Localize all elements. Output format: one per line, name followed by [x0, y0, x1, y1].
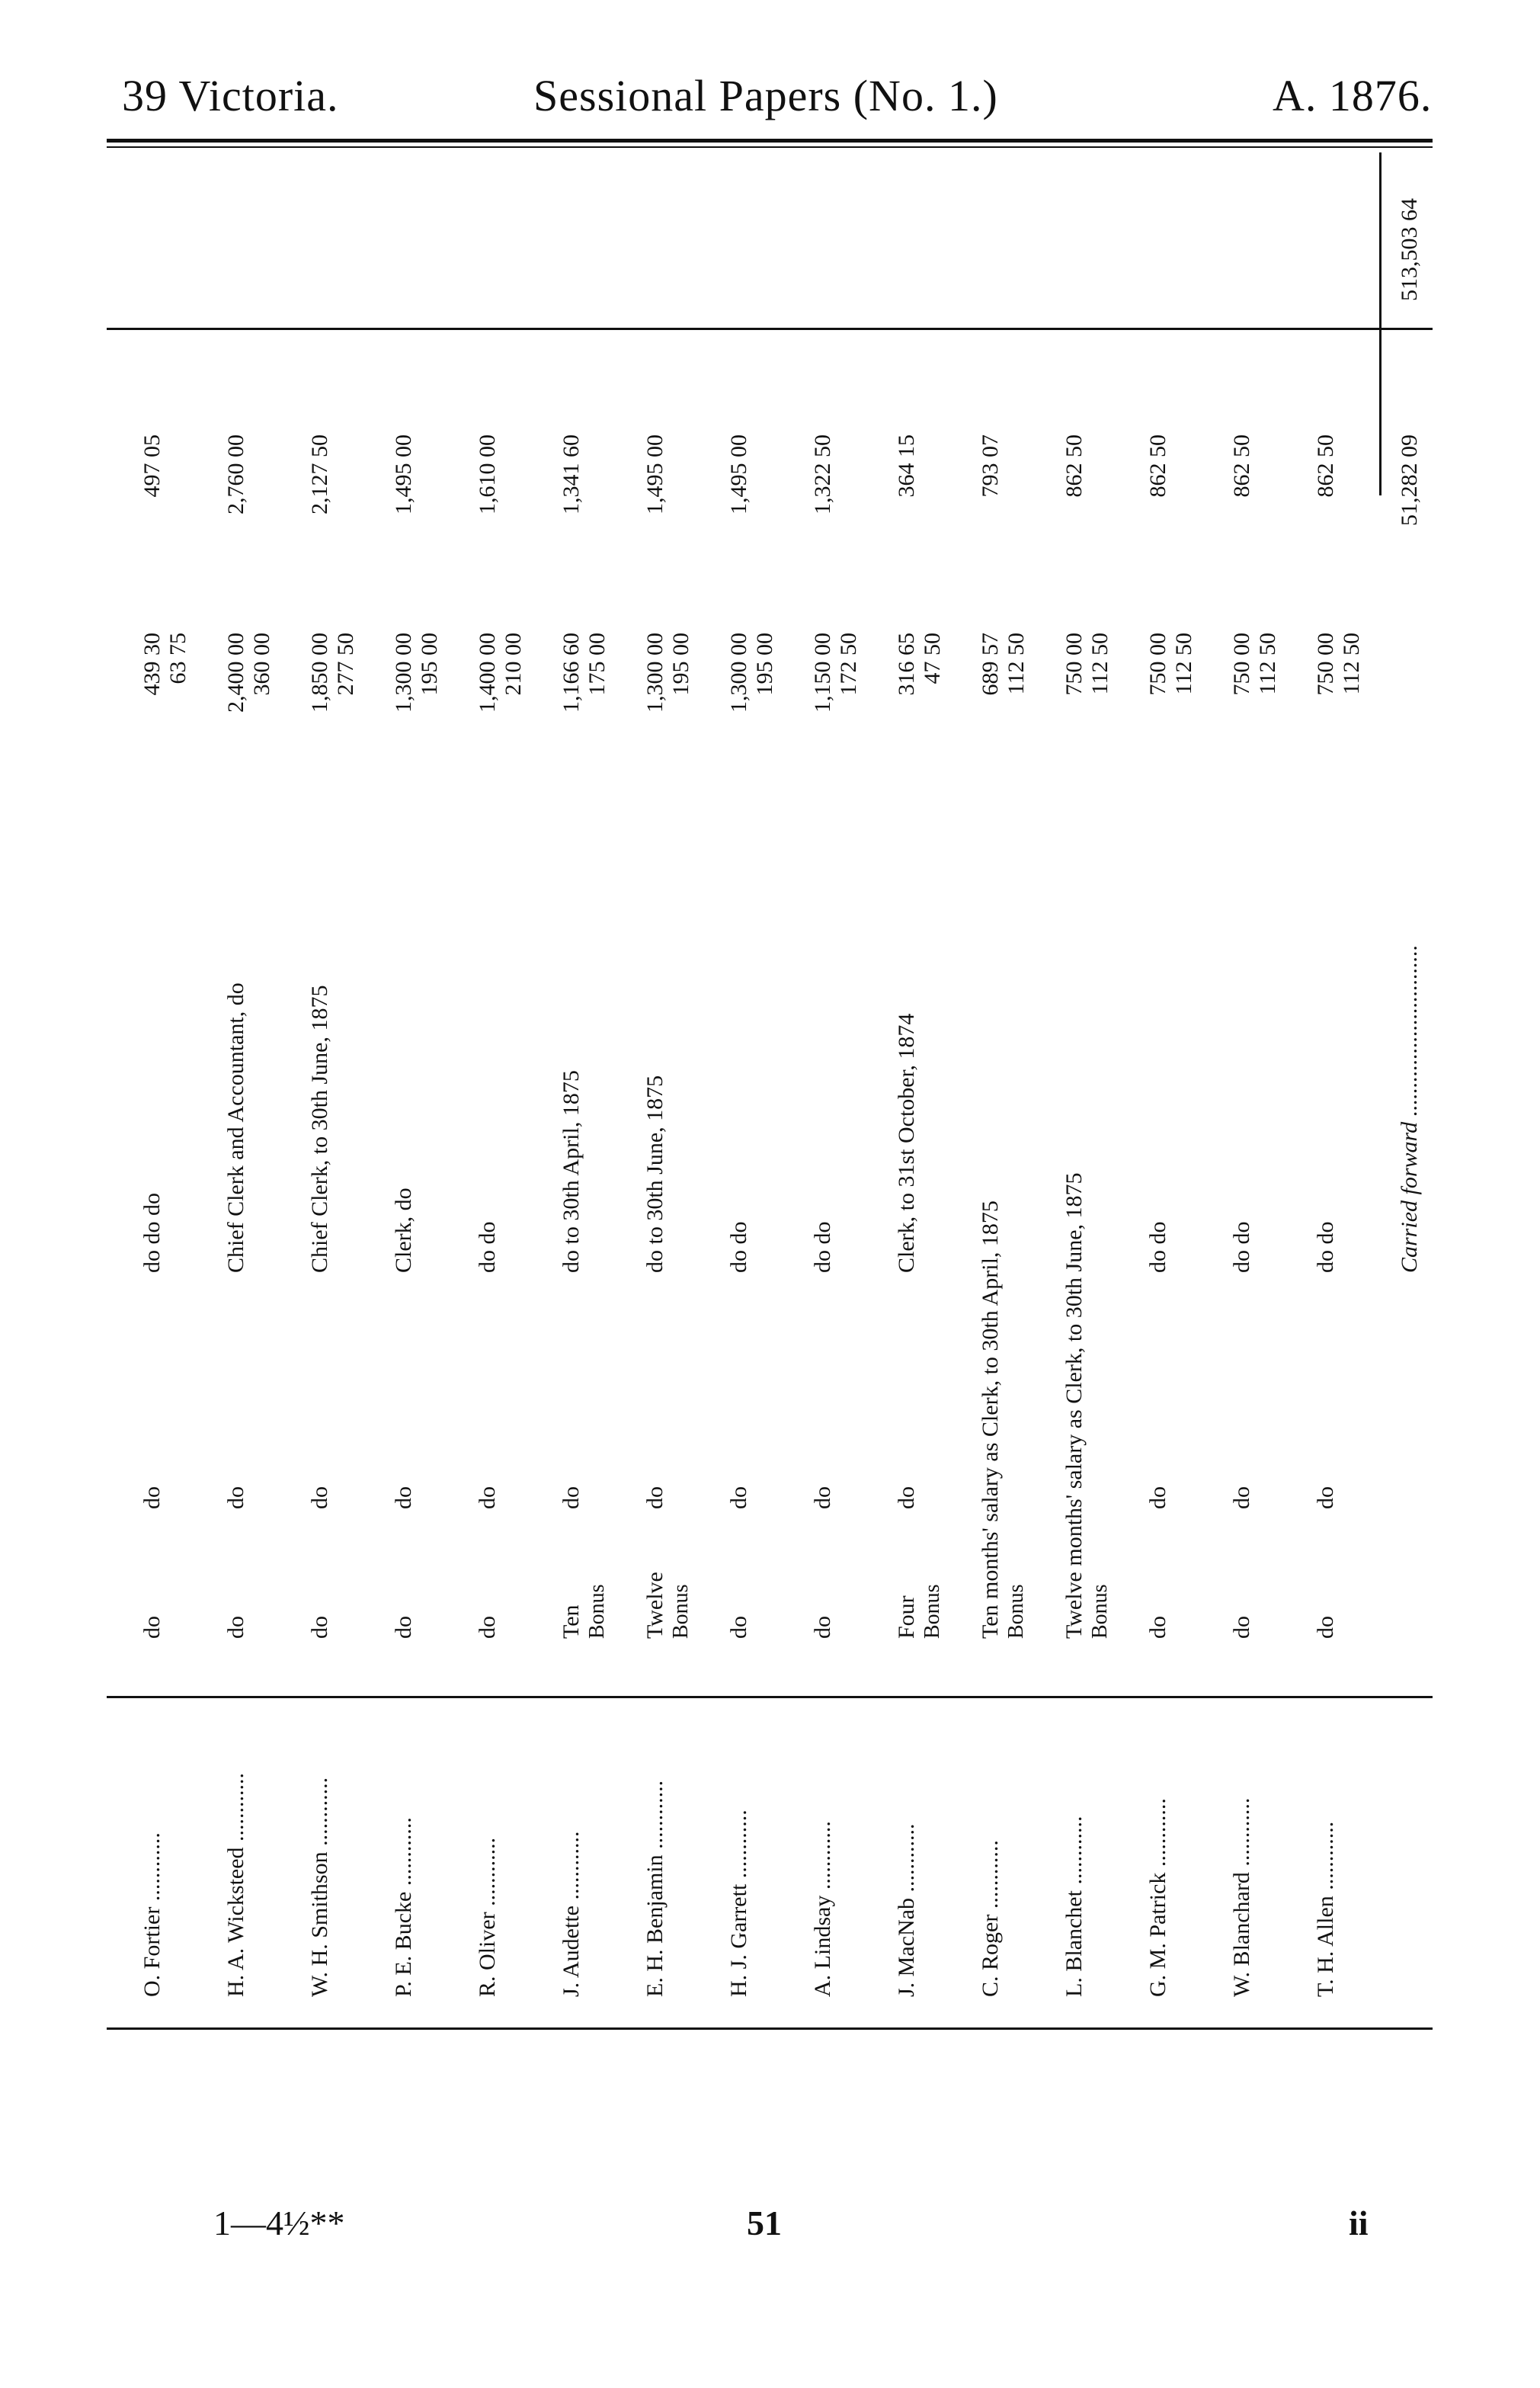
- amount-total: 862 50: [1061, 434, 1087, 498]
- period-do-cell: do: [810, 1486, 835, 1509]
- period-do-cell: do: [139, 1486, 165, 1509]
- description-cell: Chief Clerk and Accountant, do: [223, 982, 248, 1273]
- payee-name: J. Audette ............: [559, 1831, 584, 1997]
- period-cell: Twelve months' salary as Clerk, to 30th June, 1875: [1061, 1172, 1087, 1639]
- payee-name: P. E. Bucke ............: [391, 1817, 416, 1997]
- payee-name: T. H. Allen ............: [1313, 1821, 1338, 1997]
- table-row: [1312, 145, 1396, 2027]
- amount-total: 862 50: [1313, 434, 1338, 498]
- footer-right: ii: [1349, 2204, 1369, 2242]
- payee-name: H. J. Garrett ............: [726, 1809, 751, 1997]
- header-center: Sessional Papers (No. 1.): [533, 71, 998, 120]
- period-do-cell: do: [1229, 1486, 1254, 1509]
- amount-total: 1,495 00: [726, 434, 751, 514]
- header-left: 39 Victoria.: [122, 71, 339, 120]
- payee-name: R. Oliver ............: [475, 1837, 500, 1997]
- table-row: [474, 145, 558, 2027]
- description-cell: do do do: [139, 1193, 165, 1273]
- description-cell: do do: [810, 1221, 835, 1273]
- description-cell: do do: [475, 1221, 500, 1273]
- period-cell: do: [139, 1616, 165, 1639]
- amount-salary: 750 00: [1145, 633, 1170, 696]
- amount-salary: 1,166 60: [559, 633, 584, 713]
- amount-salary: 1,300 00: [642, 633, 668, 713]
- period-cell: Four: [894, 1595, 919, 1639]
- period-do-cell: do: [642, 1486, 668, 1509]
- amount-salary: 1,400 00: [475, 633, 500, 713]
- amount-bonus: 112 50: [1004, 633, 1029, 695]
- amount-salary: 316 65: [894, 633, 919, 696]
- amount-bonus: 112 50: [1087, 633, 1113, 695]
- period-cell: do: [223, 1616, 248, 1639]
- amount-total: 1,341 60: [559, 434, 584, 514]
- salary-table: [116, 145, 1426, 2027]
- table-row: [1061, 145, 1145, 2027]
- carried-forward-label: Carried forward ..............................: [1397, 944, 1422, 1273]
- period-do-cell: do: [223, 1486, 248, 1509]
- carried-forward-row: [1396, 145, 1480, 2027]
- table-row: [809, 145, 893, 2027]
- description-cell: Chief Clerk, to 30th June, 1875: [307, 985, 332, 1273]
- description-cell: do do: [1229, 1221, 1254, 1273]
- period-cell: do: [391, 1616, 416, 1639]
- table-row: [893, 145, 977, 2027]
- table-row: [139, 145, 223, 2027]
- amount-salary: 439 30: [139, 633, 165, 696]
- amount-total: 1,495 00: [391, 434, 416, 514]
- period-do-cell: do: [726, 1486, 751, 1509]
- period-do-cell: do: [894, 1486, 919, 1509]
- bonus-label: Bonus: [669, 1584, 693, 1639]
- period-cell: do: [307, 1616, 332, 1639]
- table-row: [642, 145, 725, 2027]
- amount-bonus: 360 00: [249, 633, 274, 696]
- amount-total: 793 07: [978, 434, 1003, 498]
- amount-total: 862 50: [1229, 434, 1254, 498]
- amount-bonus: 195 00: [417, 633, 442, 696]
- table-row: [1228, 145, 1312, 2027]
- amount-total: 862 50: [1145, 434, 1170, 498]
- carried-total: 51,282 09: [1397, 434, 1422, 526]
- period-do-cell: do: [307, 1486, 332, 1509]
- payee-name: G. M. Patrick ............: [1145, 1798, 1170, 1997]
- top-rule: [107, 139, 1433, 143]
- period-cell: do: [475, 1616, 500, 1639]
- amount-bonus: 172 50: [836, 633, 861, 696]
- bonus-label: Bonus: [1004, 1584, 1028, 1639]
- period-cell: Ten months' salary as Clerk, to 30th April, 1875: [978, 1200, 1003, 1639]
- payee-name: W. Blanchard ............: [1229, 1797, 1254, 1997]
- amount-total: 1,610 00: [475, 434, 500, 514]
- footer-page-number: 51: [747, 2204, 782, 2242]
- payee-name: H. A. Wicksteed ............: [223, 1772, 248, 1997]
- header-right: A. 1876.: [1273, 71, 1433, 120]
- amount-salary: 1,150 00: [810, 633, 835, 713]
- amount-bonus: 195 00: [668, 633, 693, 696]
- amount-bonus: 112 50: [1339, 633, 1364, 695]
- table-row: [306, 145, 390, 2027]
- footer-left: 1—4½**: [213, 2204, 345, 2242]
- amount-bonus: 112 50: [1255, 633, 1280, 695]
- bonus-label: Bonus: [585, 1584, 609, 1639]
- amount-salary: 1,850 00: [307, 633, 332, 713]
- period-cell: do: [1313, 1616, 1338, 1639]
- amount-total: 364 15: [894, 434, 919, 498]
- description-cell: do to 30th April, 1875: [559, 1070, 584, 1273]
- description-cell: Clerk, to 31st October, 1874: [894, 1013, 919, 1273]
- period-do-cell: do: [475, 1486, 500, 1509]
- payee-name: A. Lindsay ............: [810, 1821, 835, 1997]
- description-cell: do to 30th June, 1875: [642, 1075, 668, 1273]
- amount-bonus: 210 00: [501, 633, 526, 696]
- payee-name: O. Fortier ............: [139, 1832, 165, 1997]
- payee-name: C. Roger ............: [978, 1840, 1003, 1997]
- amount-salary: 750 00: [1313, 633, 1338, 696]
- period-cell: do: [1145, 1616, 1170, 1639]
- table-row: [725, 145, 809, 2027]
- amount-bonus: 63 75: [165, 633, 190, 684]
- table-row: [977, 145, 1061, 2027]
- table-row: [558, 145, 642, 2027]
- period-do-cell: do: [1313, 1486, 1338, 1509]
- description-cell: do do: [1145, 1221, 1170, 1273]
- amount-total: 2,760 00: [223, 434, 248, 514]
- period-cell: do: [726, 1616, 751, 1639]
- amount-salary: 1,300 00: [391, 633, 416, 713]
- amount-bonus: 195 00: [752, 633, 777, 696]
- amount-total: 2,127 50: [307, 434, 332, 514]
- description-cell: do do: [726, 1221, 751, 1273]
- amount-salary: 750 00: [1061, 633, 1087, 696]
- amount-bonus: 277 50: [333, 633, 358, 696]
- amount-salary: 1,300 00: [726, 633, 751, 713]
- table-row: [1145, 145, 1228, 2027]
- period-cell: do: [1229, 1616, 1254, 1639]
- payee-name: J. MacNab ............: [894, 1823, 919, 1997]
- amount-total: 1,495 00: [642, 434, 668, 514]
- grand-total: 513,503 64: [1397, 198, 1422, 301]
- amount-bonus: 175 00: [584, 633, 610, 696]
- amount-bonus: 112 50: [1171, 633, 1196, 695]
- amount-salary: 750 00: [1229, 633, 1254, 696]
- amount-total: 497 05: [139, 434, 165, 498]
- period-cell: Twelve: [642, 1572, 668, 1639]
- amount-total: 1,322 50: [810, 434, 835, 514]
- amount-salary: 2,400 00: [223, 633, 248, 713]
- period-cell: Ten: [559, 1604, 584, 1639]
- table-row: [390, 145, 474, 2027]
- payee-name: L. Blanchet ............: [1061, 1816, 1087, 1997]
- table-row: [223, 145, 306, 2027]
- bonus-label: Bonus: [1088, 1584, 1112, 1639]
- description-cell: Clerk, do: [391, 1188, 416, 1273]
- payee-name: W. H. Smithson ............: [307, 1777, 332, 1997]
- period-cell: do: [810, 1616, 835, 1639]
- amount-bonus: 47 50: [920, 633, 945, 684]
- period-do-cell: do: [1145, 1486, 1170, 1509]
- bonus-label: Bonus: [920, 1584, 944, 1639]
- bottom-rule: [107, 2027, 1433, 2030]
- amount-salary: 689 57: [978, 633, 1003, 696]
- payee-name: E. H. Benjamin ............: [642, 1780, 668, 1997]
- period-do-cell: do: [559, 1486, 584, 1509]
- description-cell: do do: [1313, 1221, 1338, 1273]
- period-do-cell: do: [391, 1486, 416, 1509]
